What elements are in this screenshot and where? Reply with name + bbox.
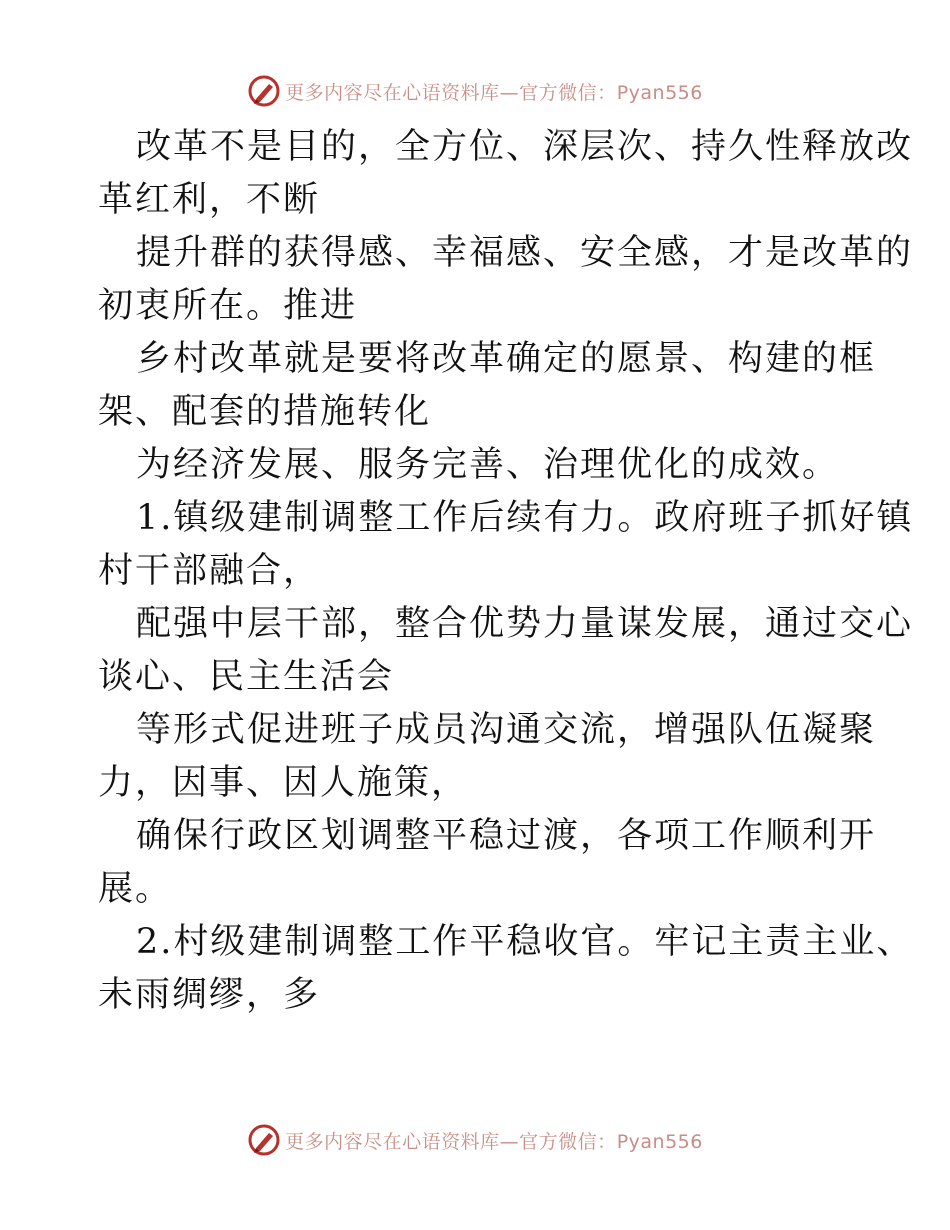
text-line — [98, 121, 914, 174]
header-banner-text — [285, 78, 703, 105]
text-line-content: 架、配套的措施转化 — [98, 392, 432, 432]
text-line — [98, 810, 877, 863]
text-line-content: 村干部融合， — [98, 551, 321, 591]
text-line — [98, 386, 858, 439]
text-line-content: 力，因事、因人施策， — [98, 763, 469, 803]
footer-separator: — — [499, 1130, 520, 1153]
text-line — [98, 174, 858, 227]
text-line — [98, 757, 858, 810]
text-line — [98, 333, 877, 386]
text-line-content: 等形式促进班子成员沟通交流，增强队伍凝聚 — [136, 710, 877, 750]
text-line — [98, 227, 914, 280]
text-line — [98, 492, 914, 545]
footer-brand: 更多内容尽在心语资料库 — [285, 1130, 500, 1153]
text-line — [98, 545, 858, 598]
header-wechat-id: Pyan556 — [616, 81, 703, 104]
text-line-content: 1.镇级建制调整工作后续有力。政府班子抓好镇 — [136, 498, 914, 538]
header-banner — [0, 71, 950, 111]
header-separator: — — [499, 81, 520, 104]
header-brand: 更多内容尽在心语资料库 — [285, 81, 500, 104]
text-line — [98, 439, 858, 492]
footer-wechat-label: 官方微信： — [519, 1130, 617, 1153]
text-line — [98, 651, 858, 704]
footer-banner — [0, 1120, 950, 1160]
text-line — [98, 916, 914, 969]
pen-logo-icon — [247, 1123, 281, 1157]
text-line-content: 改革不是目的，全方位、深层次、持久性释放改 — [136, 127, 914, 167]
text-line-content: 初衷所在。推进 — [98, 286, 358, 326]
pen-logo-icon — [247, 74, 281, 108]
text-line-content: 展。 — [98, 869, 173, 909]
header-wechat-label: 官方微信： — [519, 81, 617, 104]
text-line-content: 确保行政区划调整平稳过渡，各项工作顺利开 — [136, 816, 877, 856]
document-body — [98, 121, 914, 1022]
text-line — [98, 704, 877, 757]
text-line-content: 提升群的获得感、幸福感、安全感，才是改革的 — [136, 233, 914, 273]
text-line — [98, 863, 858, 916]
text-line — [98, 598, 914, 651]
text-line — [98, 280, 858, 333]
text-line — [98, 969, 858, 1022]
text-line-content: 为经济发展、服务完善、治理优化的成效。 — [136, 445, 840, 485]
text-line-content: 配强中层干部，整合优势力量谋发展，通过交心 — [136, 604, 914, 644]
text-line-content: 2.村级建制调整工作平稳收官。牢记主责主业、 — [136, 922, 914, 962]
footer-banner-text — [285, 1127, 703, 1154]
footer-wechat-id: Pyan556 — [616, 1130, 703, 1153]
text-line-content: 乡村改革就是要将改革确定的愿景、构建的框 — [136, 339, 877, 379]
text-line-content: 谈心、民主生活会 — [98, 657, 395, 697]
text-line-content: 未雨绸缪，多 — [98, 975, 321, 1015]
text-line-content: 革红利，不断 — [98, 180, 321, 220]
